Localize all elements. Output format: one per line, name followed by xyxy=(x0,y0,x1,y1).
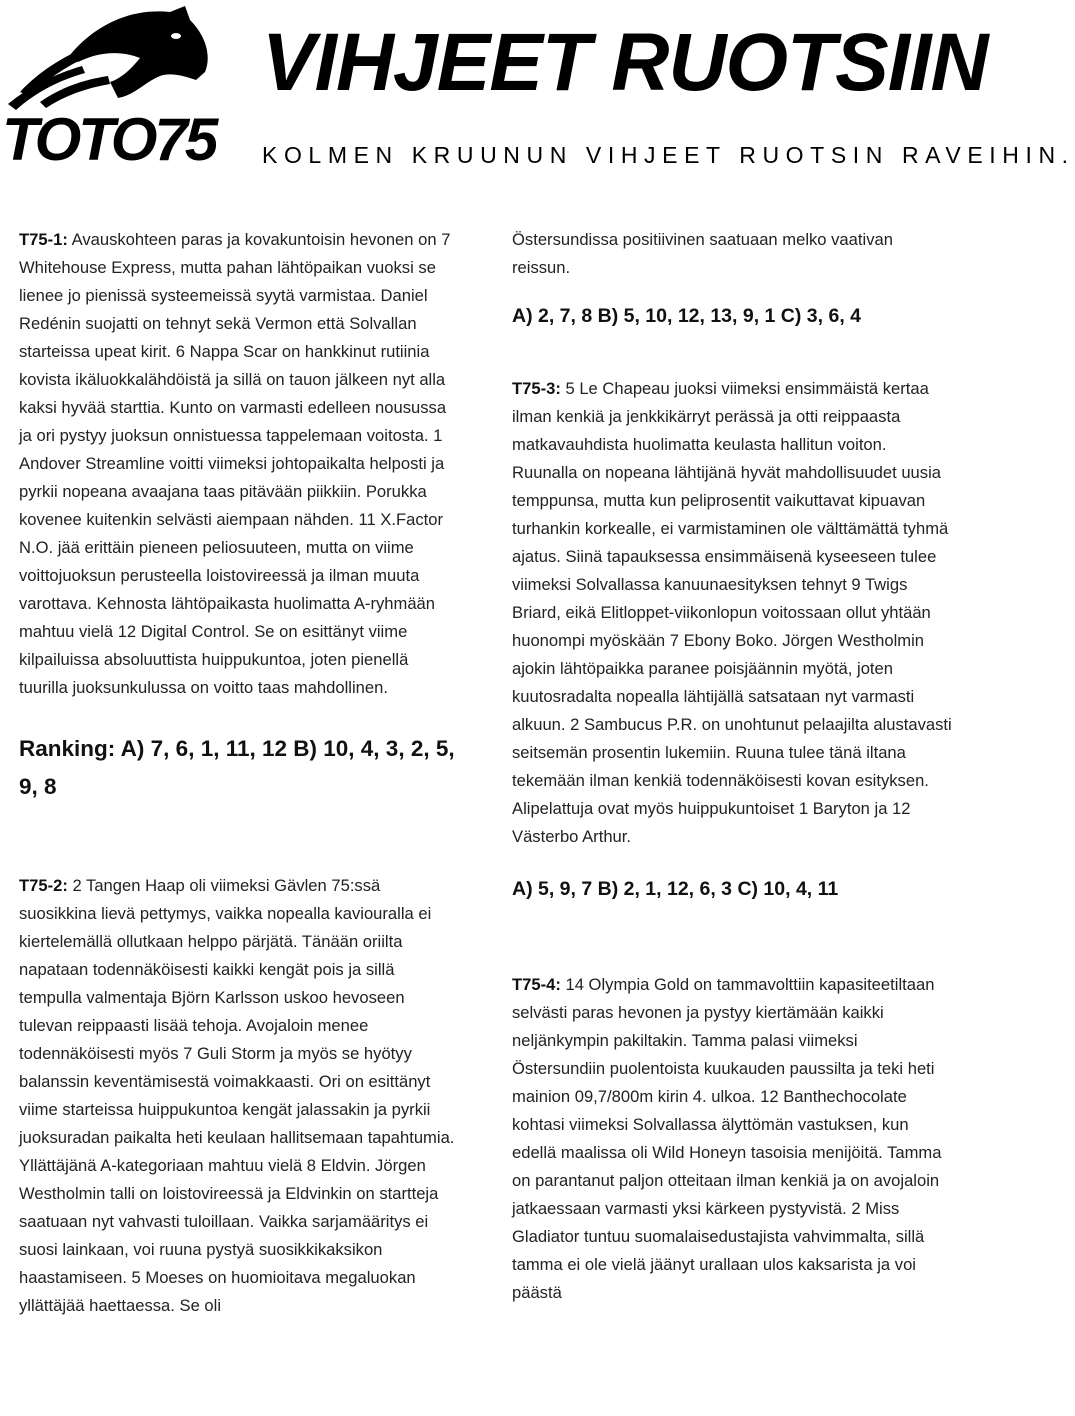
page-title: VIHJEET RUOTSIIN xyxy=(262,17,988,108)
race-2-continuation: Östersundissa positiivinen saatuaan melko vaativan reissun. xyxy=(512,230,893,277)
race-4-tag: T75-4: xyxy=(512,975,561,994)
toto75-horse-logo xyxy=(0,0,215,180)
left-column xyxy=(19,226,459,1320)
header xyxy=(0,0,1075,200)
race-1-text: Avauskohteen paras ja kovakuntoisin hevonen on 7 Whitehouse Express, mutta pahan lähtöpaikan vuoksi se lienee jo pienissä systeemeissä syytä varmistaa. Daniel Redénin suojatti on tehnyt sekä Vermon että Solvallan starteissa upeat kirit. 6 Nappa Scar on hankkinut rutiinia kovista ikäluokkalähdöistä ja sillä on tauon jälkeen nyt alla kaksi hyvää starttia. Kunto on varmasti edelleen nousussa ja ori pystyy juoksun onnistuessa tappelemaan voitosta. 1 Andover Streamline voitti viimeksi johtopaikalta helposti ja pyrkii nopeana avaajana taas pitävään piikkiin. Porukka kovenee kuitenkin selvästi aiempaan nähden. 11 X.Factor N.O. jää erittäin pieneen peliosuuteen, mutta on viime voittojuoksun perusteella loistovireessä ja ilman muuta varottava. Kehnosta lähtöpaikasta huolimatta A-ryhmään mahtuu vielä 12 Digital Control. Se on esittänyt viime kilpailuissa absoluuttista huippukuntoa, joten pienellä tuurilla juoksunkulussa on voitto taas mahdollinen. xyxy=(19,230,451,697)
page-subtitle: KOLMEN KRUUNUN VIHJEET RUOTSIN RAVEIHIN. xyxy=(262,142,1075,168)
race-2-tag: T75-2: xyxy=(19,876,68,895)
race-1-tag: T75-1: xyxy=(19,230,68,249)
race-3-text: 5 Le Chapeau juoksi viimeksi ensimmäistä kertaa ilman kenkiä ja jenkkikärryt perässä ja otti reippaasta matkavauhdista huolimatta keulasta hallitun voiton. Ruunalla on nopeana lähtijänä hyvät mahdollisuudet uusia temppunsa, mutta kun peliprosentit vaikuttavat kipuavan turhankin korkealle, ei varmistaminen ole välttämättä tyhmä ajatus. Siinä tapauksessa ensimmäisenä kyseeseen tulee viimeksi Solvallassa kanuunaesityksen tehnyt 9 Twigs Briard, eikä Elitloppet-viikonlopun voitossaan ollut yhtään huonompi myöskään 7 Ebony Boko. Jörgen Westholmin ajokin lähtöpaikka paranee poisjäännin myötä, joten kuutosradalta nopealla lähtijällä satsataan nyt varmasti alkuun. 2 Sambucus P.R. on unohtunut pelaajilta alustavasti seitsemän prosentin lukemiin. Ruuna tulee tänä iltana tekemään ilman kenkiä todennäköisesti kovan esityksen. Alipelattuja ovat myös huippukuntoiset 1 Baryton ja 12 Västerbo Arthur. xyxy=(512,379,952,846)
race-3-tag: T75-3: xyxy=(512,379,561,398)
race-3-picks: A) 5, 9, 7 B) 2, 1, 12, 6, 3 C) 10, 4, 11 xyxy=(512,878,839,900)
race-2-paragraph xyxy=(19,872,459,1320)
right-column xyxy=(512,226,952,1307)
race-4-text: 14 Olympia Gold on tammavolttiin kapasiteetiltaan selvästi paras hevonen ja pystyy kiertämään kaikki neljänkympin pakiltakin. Tamma palasi viimeksi Östersundiin puolentoista kuukauden paussilta ja teki heti mainion 09,7/800m kirin 4. ulkoa. 12 Banthechocolate kohtasi viimeksi Solvallassa älyttömän vastuksen, kun edellä maalissa oli Wild Honeyn tasoisia menijöitä. Tamma on parantanut paljon otteitaan ilman kenkiä ja on avojaloin jatkaessaan varmasti yksi kärkeen pystyvistä. 2 Miss Gladiator tuntuu suomalaisedustajista vahvimmalta, sillä tamma ei ole vielä jäänyt urallaan ulos kaksarista ja voi päästä xyxy=(512,975,942,1302)
race-2-text: 2 Tangen Haap oli viimeksi Gävlen 75:ssä suosikkina lievä pettymys, vaikka nopealla kaviouralla ei kiertelemällä ollutkaan helppo pärjätä. Tänään oriilta napataan todennäköisesti kaikki kengät pois ja sillä tempulla valmentaja Björn Karlsson uskoo hevoseen tulevan reippaasti lisää tehoja. Avojaloin menee todennäköisesti myös 7 Guli Storm ja myös se hyötyy balanssin keventämisestä voimakkaasti. Ori on esittänyt viime starteissa huippukuntoa kengät jalassakin ja pyrkii juoksuradan paikalta heti keulaan hallitsemaan tapahtumia. Yllättäjänä A-kategoriaan mahtuu vielä 8 Eldvin. Jörgen Westholmin talli on loistovireessä ja Eldvinkin on startteja saatuaan nyt vahvasti tuloillaan. Vaikka sarjamääritys ei suosi lainkaan, voi ruuna pystyä suosikkikaksikon haastamiseen. 5 Moeses on huomioitava megaluokan yllättäjää haettaessa. Se oli xyxy=(19,876,455,1315)
race-3-paragraph xyxy=(512,375,952,851)
race-1-paragraph xyxy=(19,226,459,702)
race-2-picks: A) 2, 7, 8 B) 5, 10, 12, 13, 9, 1 C) 3, 6, 4 xyxy=(512,305,862,327)
race-4-paragraph xyxy=(512,971,952,1307)
logo-wordmark: TOTO75 xyxy=(2,106,216,173)
race-1-ranking: Ranking: A) 7, 6, 1, 11, 12 B) 10, 4, 3, 2, 5, 9, 8 xyxy=(19,736,455,799)
